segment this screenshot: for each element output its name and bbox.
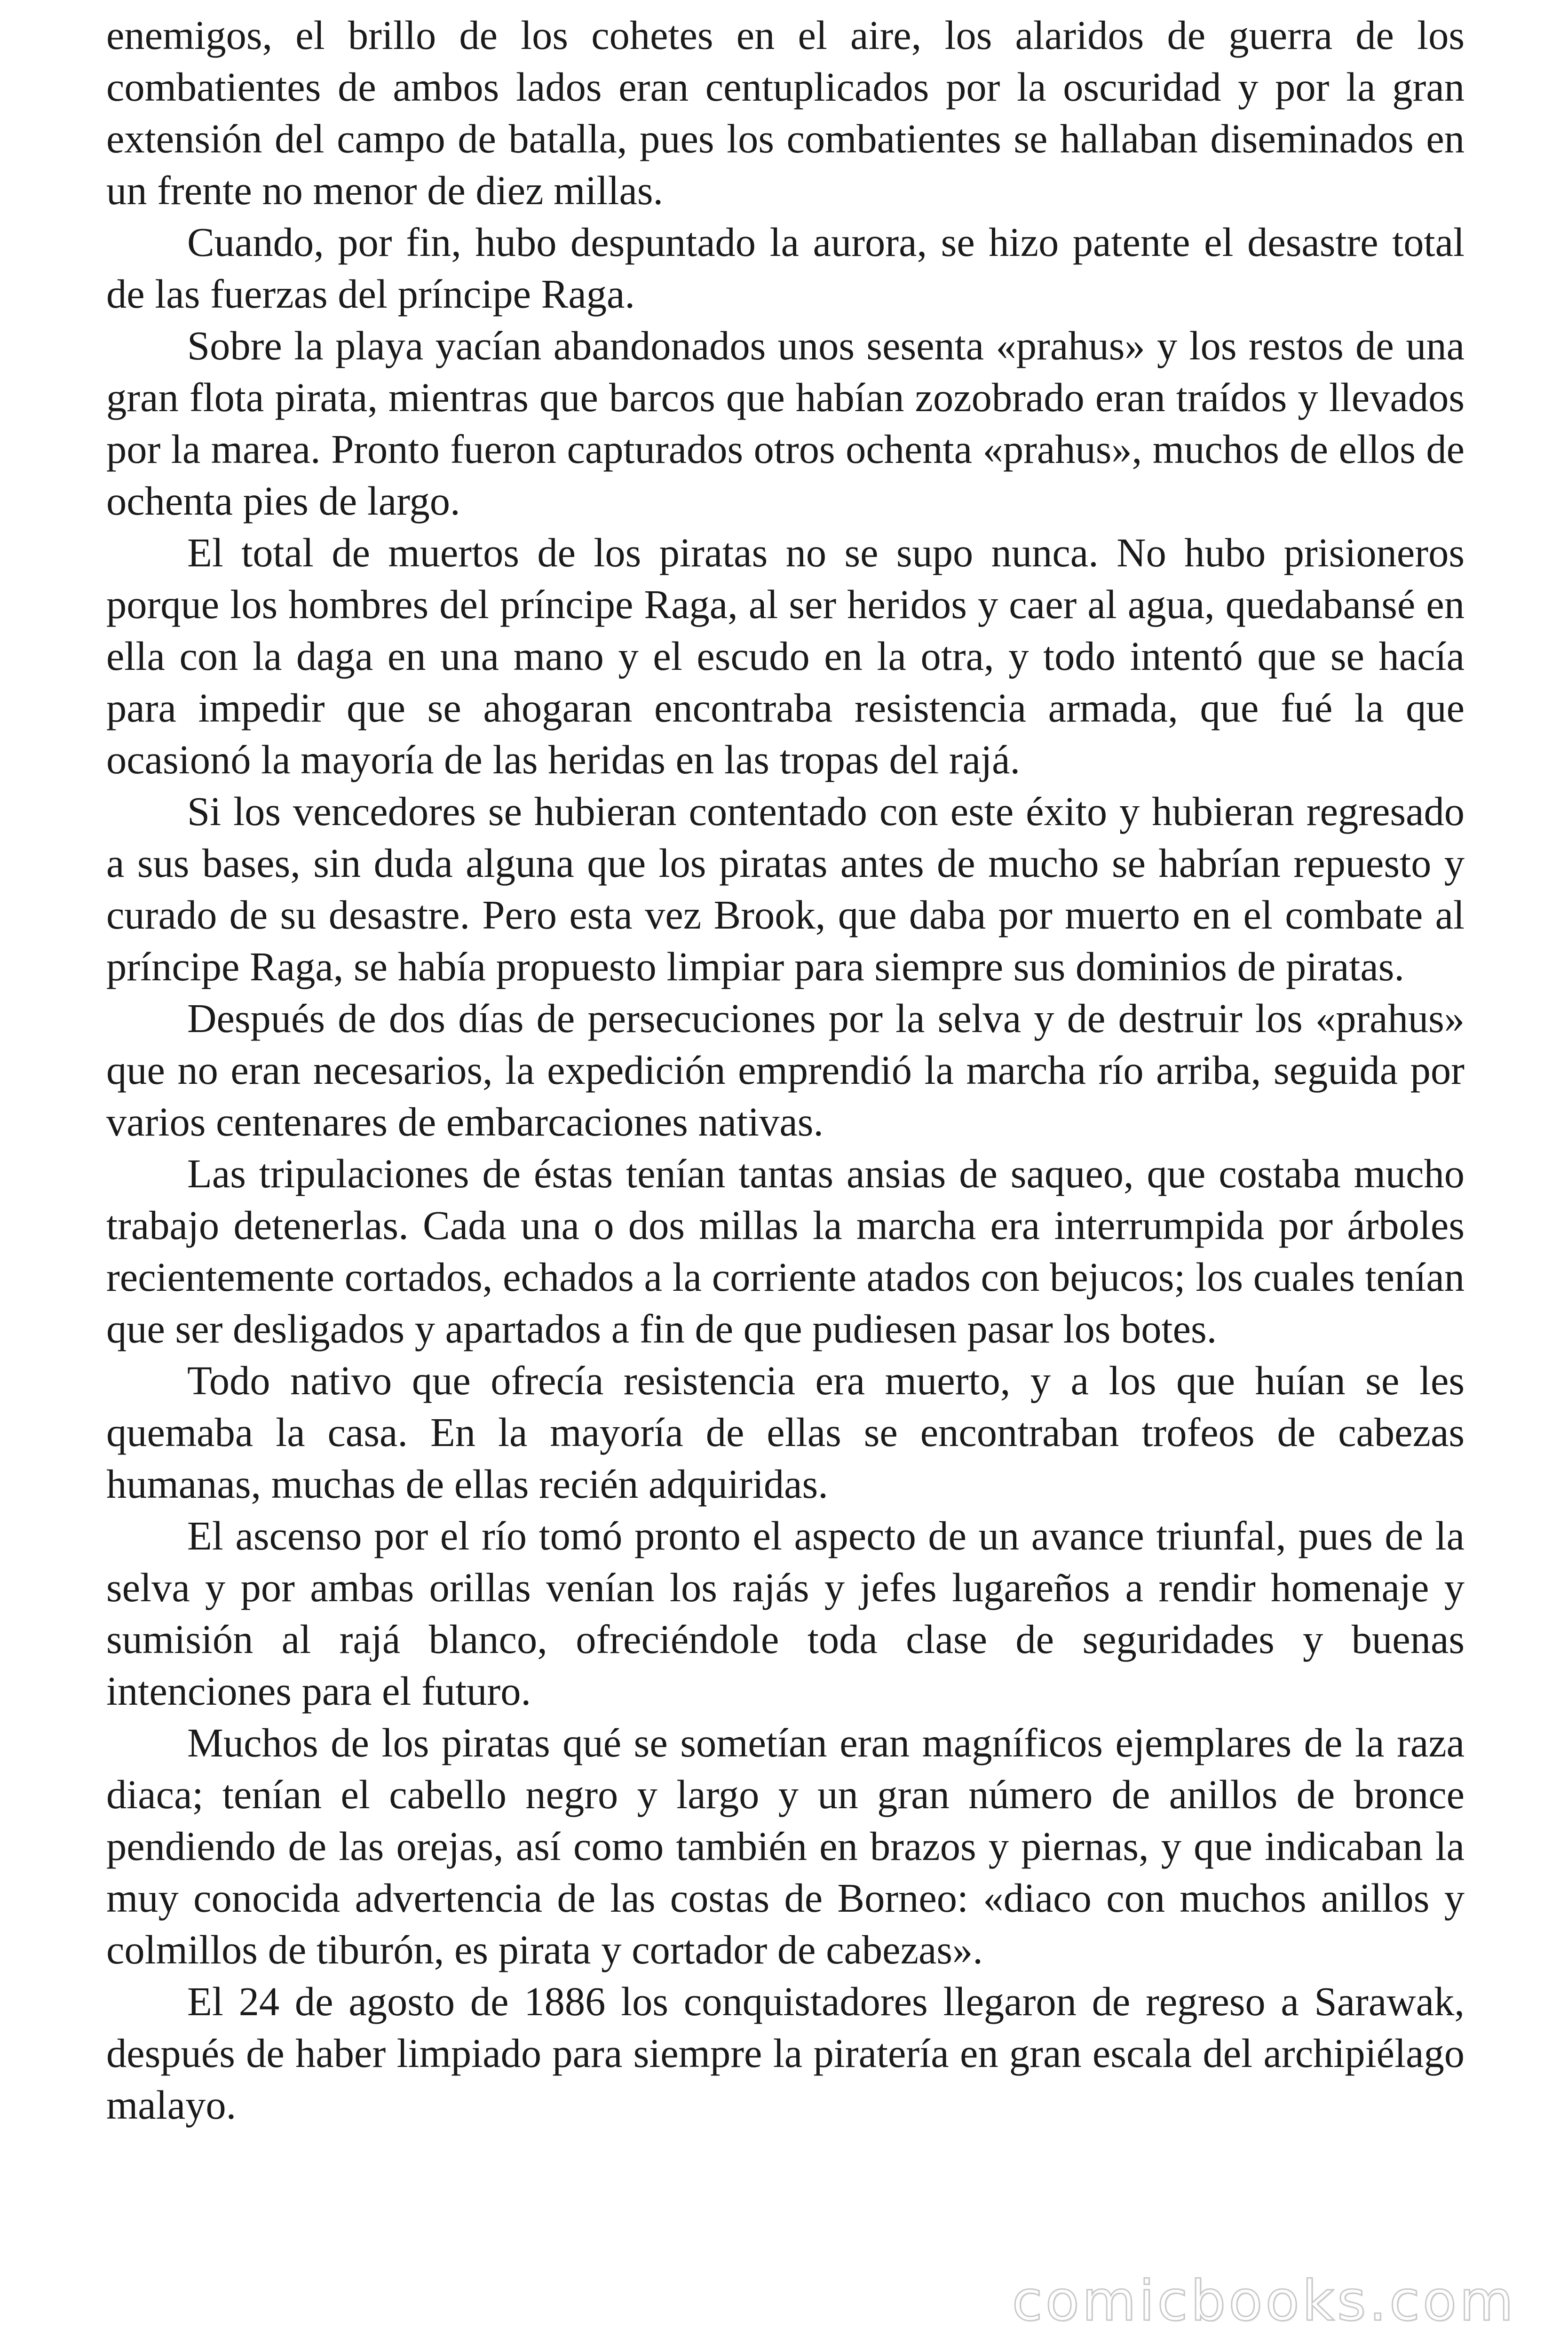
document-body — [106, 9, 1465, 2131]
paragraph-9: El ascenso por el río tomó pronto el aspecto de un avance triunfal, pues de la selva y por ambas orillas venían los rajás y jefes lugareños a rendir homenaje y sumisión al rajá blanco, ofreciéndole toda clase de seguridades y buenas intenciones para el futuro. — [106, 1513, 1465, 1714]
watermark: comicbooks.com — [1012, 2268, 1516, 2333]
paragraph-11: El 24 de agosto de 1886 los conquistadores llegaron de regreso a Sarawak, después de haber limpiado para siempre la piratería en gran escala del archipiélago malayo. — [106, 1979, 1465, 2128]
paragraph-3: Sobre la playa yacían abandonados unos sesenta «prahus» y los restos de una gran flota pirata, mientras que barcos que habían zozobrado eran traídos y llevados por la marea. Pronto fueron capturados otros ochenta «prahus», muchos de ellos de ochenta pies de largo. — [106, 323, 1465, 524]
paragraph-2: Cuando, por fin, hubo despuntado la aurora, se hizo patente el desastre total de las fuerzas del príncipe Raga. — [106, 220, 1465, 317]
paragraph-4: El total de muertos de los piratas no se supo nunca. No hubo prisioneros porque los hombres del príncipe Raga, al ser heridos y caer al agua, quedabansé en ella con la daga en una mano y el escudo en la otra, y todo intentó que se hacía para impedir que se ahogaran encontraba resistencia armada, que fué la que ocasionó la mayoría de las heridas en las tropas del rajá. — [106, 530, 1465, 782]
paragraph-7: Las tripulaciones de éstas tenían tantas ansias de saqueo, que costaba mucho trabajo detenerlas. Cada una o dos millas la marcha era interrumpida por árboles recientemente cortados, echados a la corriente atados con bejucos; los cuales tenían que ser desligados y apartados a fin de que pudiesen pasar los botes. — [106, 1151, 1465, 1351]
paragraph-1: enemigos, el brillo de los cohetes en el aire, los alaridos de guerra de los combatientes de ambos lados eran centuplicados por la oscuridad y por la gran extensión del campo de batalla, pues los combatientes se hallaban diseminados en un frente no menor de diez millas. — [106, 13, 1465, 213]
paragraph-8: Todo nativo que ofrecía resistencia era muerto, y a los que huían se les quemaba la casa. En la mayoría de ellas se encontraban trofeos de cabezas humanas, muchas de ellas recién adquiridas. — [106, 1358, 1465, 1507]
paragraph-6: Después de dos días de persecuciones por la selva y de destruir los «prahus» que no eran necesarios, la expedición emprendió la marcha río arriba, seguida por varios centenares de embarcaciones nativas. — [106, 996, 1465, 1144]
paragraph-5: Si los vencedores se hubieran contentado con este éxito y hubieran regresado a sus bases, sin duda alguna que los piratas antes de mucho se habrían repuesto y curado de su desastre. Pero esta vez Brook, que daba por muerto en el combate al príncipe Raga, se había propuesto limpiar para siempre sus dominios de piratas. — [106, 789, 1465, 989]
paragraph-10: Muchos de los piratas qué se sometían eran magníficos ejemplares de la raza diaca; tenían el cabello negro y largo y un gran número de anillos de bronce pendiendo de las orejas, así como también en brazos y piernas, y que indicaban la muy conocida advertencia de las costas de Borneo: «diaco con muchos anillos y colmillos de tiburón, es pirata y cortador de cabezas». — [106, 1720, 1465, 1972]
